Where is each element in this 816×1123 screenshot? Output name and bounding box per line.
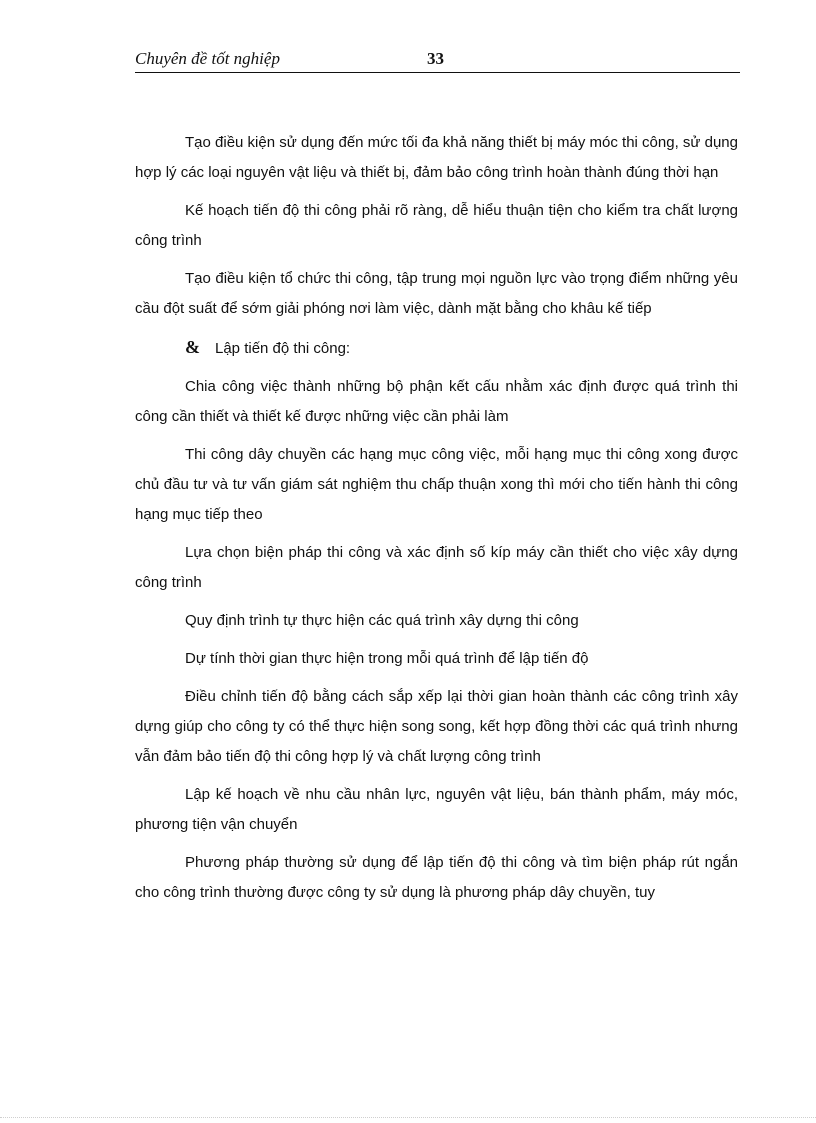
- paragraph: Lựa chọn biện pháp thi công và xác định số kíp máy cần thiết cho việc xây dựng công trình: [135, 544, 738, 591]
- paragraph: Quy định trình tự thực hiện các quá trình xây dựng thi công: [185, 612, 579, 629]
- paragraph: Thi công dây chuyền các hạng mục công việc, mỗi hạng mục thi công xong được chủ đầu tư và tư vấn giám sát nghiệm thu chấp thuận xong thì mới cho tiến hành thi công hạng mục tiếp theo: [135, 446, 738, 523]
- paragraph: Dự tính thời gian thực hiện trong mỗi quá trình để lập tiến độ: [185, 650, 589, 667]
- paragraph: Điều chỉnh tiến độ bằng cách sắp xếp lại thời gian hoàn thành các công trình xây dựng giúp cho công ty có thể thực hiện song song, kết hợp đồng thời các quá trình nhưng vẫn đảm bảo tiến độ thi công hợp lý và chất lượng công trình: [135, 688, 738, 765]
- page-bottom-divider: [0, 1117, 816, 1118]
- section-heading-text: Lập tiến độ thi công:: [215, 340, 351, 357]
- paragraph: Kế hoạch tiến độ thi công phải rõ ràng, dễ hiểu thuận tiện cho kiểm tra chất lượng công trình: [135, 202, 738, 249]
- ampersand-bullet-icon: &: [185, 337, 200, 357]
- paragraph: Chia công việc thành những bộ phận kết cấu nhằm xác định được quá trình thi công cần thiết và thiết kế được những việc cần phải làm: [135, 378, 738, 425]
- page-header: [135, 48, 740, 73]
- paragraph: Tạo điều kiện sử dụng đến mức tối đa khả năng thiết bị máy móc thi công, sử dụng hợp lý các loại nguyên vật liệu và thiết bị, đảm bảo công trình hoàn thành đúng thời hạn: [135, 134, 738, 181]
- paragraph: Lập kế hoạch về nhu cầu nhân lực, nguyên vật liệu, bán thành phẩm, máy móc, phương tiện vận chuyển: [135, 786, 738, 833]
- paragraph: Phương pháp thường sử dụng để lập tiến độ thi công và tìm biện pháp rút ngắn cho công trình thường được công ty sử dụng là phương pháp dây chuyền, tuy: [135, 854, 738, 901]
- body-text: [135, 128, 738, 916]
- section-heading: [135, 332, 738, 364]
- header-title: Chuyên đề tốt nghiệp: [135, 49, 280, 68]
- paragraph: Tạo điều kiện tổ chức thi công, tập trung mọi nguồn lực vào trọng điểm những yêu cầu đột suất để sớm giải phóng nơi làm việc, dành mặt bằng cho khâu kế tiếp: [135, 270, 738, 317]
- page-number: 33: [427, 49, 444, 68]
